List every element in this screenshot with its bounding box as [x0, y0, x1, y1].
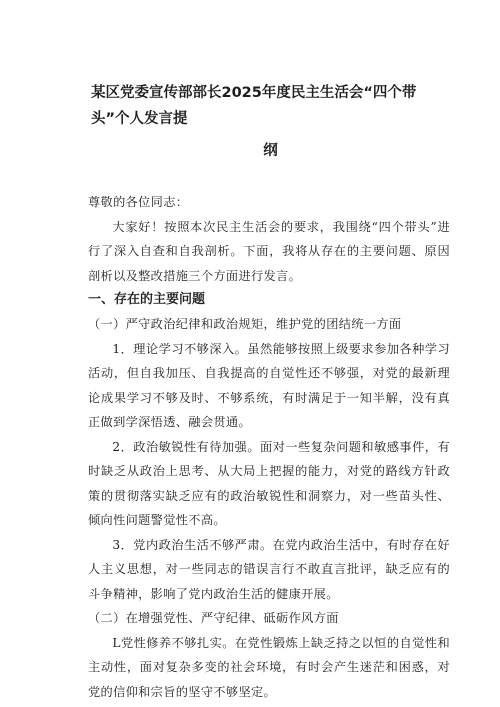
document-title: [88, 80, 450, 164]
intro-paragraph: 大家好！按照本次民主生活会的要求，我围绕“四个带头”进行了深入自查和自我剖析。下面，我将从存在的主要问题、原因剖析以及整改措施三个方面进行发言。: [88, 219, 450, 283]
problem-item: 1．理论学习不够深入。虽然能够按照上级要求参加各种学习活动，但自我加压、自我提高的自觉性还不够强，对党的最新理论成果学习不够及时、不够系统，有时满足于一知半解，没有真正做到学深悟透、融会贯通。: [88, 341, 450, 429]
title-line-2: 纲: [263, 143, 278, 159]
title-line-1: 某区党委宣传部部长2025年度民主生活会“四个带头”个人发言提: [91, 85, 417, 127]
problem-item: 3．党内政治生活不够严肃。在党内政治生活中，有时存在好人主义思想，对一些同志的错误言行不敢直言批评，缺乏应有的斗争精神，影响了党内政治生活的健康开展。: [88, 537, 450, 601]
section-heading: 一、存在的主要问题: [88, 292, 206, 307]
subsection-heading: （一）严守政治纪律和政治规矩，维护党的团结统一方面: [88, 317, 402, 331]
salutation: 尊敬的各位同志：: [88, 195, 189, 209]
problem-item: 2．政治敏锐性有待加强。面对一些复杂问题和敏感事件，有时缺乏从政治上思考、从大局上把握的能力，对党的路线方针政策的贯彻落实缺乏应有的政治敏锐性和洞察力，对一些苗头性、倾向性问题警觉性不高。: [88, 439, 450, 527]
subsection-heading: （二）在增强党性、严守纪律、砥砺作风方面: [88, 611, 339, 625]
problem-item: L党性修养不够扎实。在党性锻炼上缺乏持之以恒的自觉性和主动性，面对复杂多变的社会环境，有时会产生迷茫和困惑，对党的信仰和宗旨的坚守不够坚定。: [88, 635, 450, 699]
